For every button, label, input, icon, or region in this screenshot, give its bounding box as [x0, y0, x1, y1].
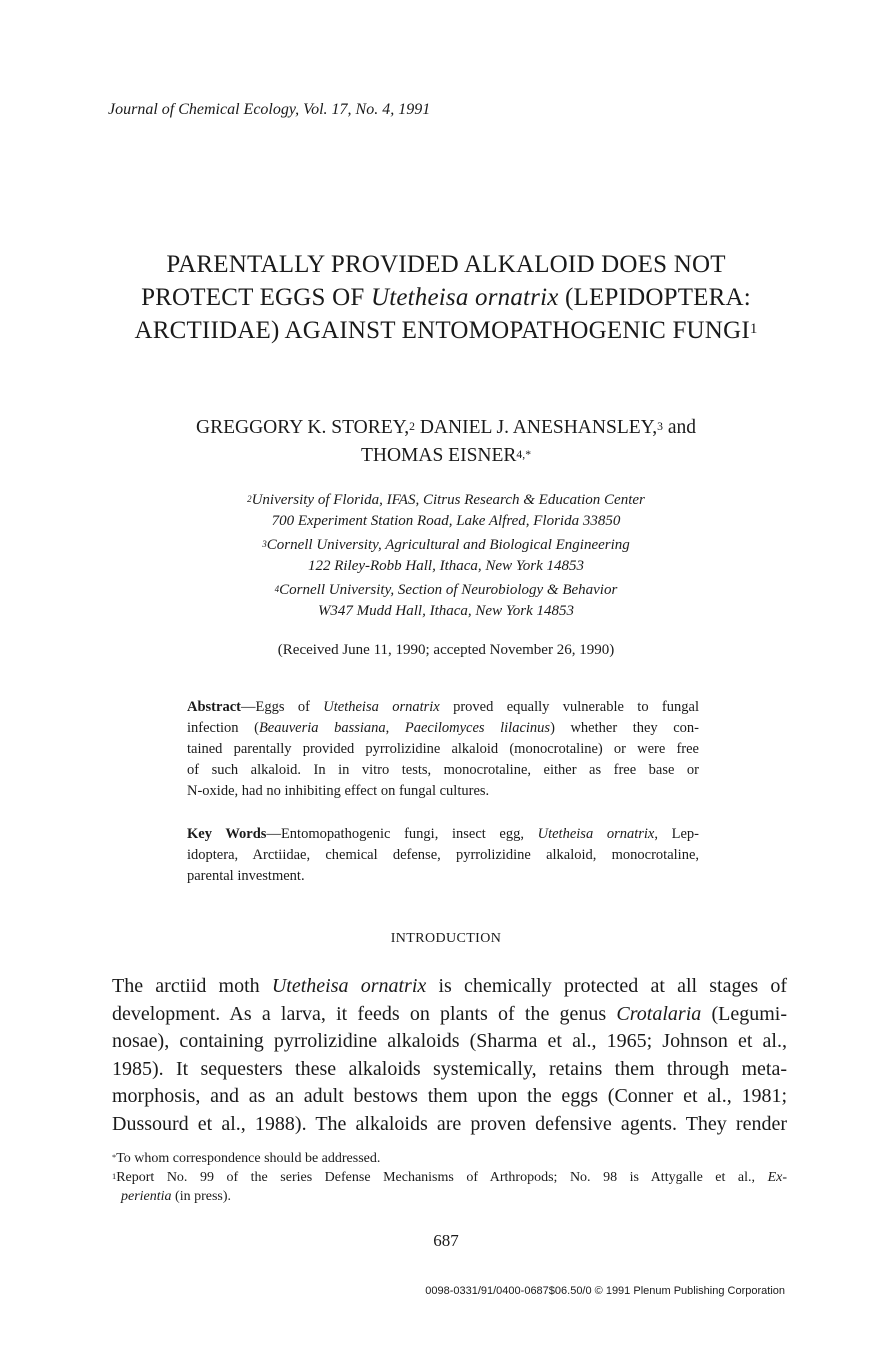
abstract-text: infection ( — [187, 720, 259, 736]
affiliations — [140, 490, 752, 625]
affiliation-line — [140, 580, 752, 601]
abstract-text: proved equally vulnerable to fungal — [439, 699, 699, 715]
footnote-text: Report No. 99 of the series Defense Mechanisms of Arthropods; No. 98 is Attygalle et al., — [116, 1170, 768, 1185]
affiliation-line — [140, 490, 752, 511]
footnote-marker: 1 — [112, 1172, 117, 1182]
affiliation — [140, 580, 752, 622]
affiliation-text: University of Florida, IFAS, Citrus Research & Education Center — [251, 492, 645, 508]
title-text: (LEPIDOPTERA: — [558, 284, 751, 311]
keywords-text: , Lep- — [654, 826, 699, 842]
footnote-marker: * — [112, 1153, 117, 1163]
abstract-line: of such alkaloid. In in vitro tests, monocrotaline, either as free base or — [187, 762, 699, 778]
title-line-2 — [100, 281, 792, 314]
journal-name: Ex- — [767, 1170, 787, 1185]
body-paragraph — [112, 973, 787, 1138]
footnote-text: To whom correspondence should be addressed. — [116, 1151, 381, 1166]
affiliation-text: Cornell University, Agricultural and Biological Engineering — [266, 537, 630, 553]
journal-name: perientia — [121, 1189, 172, 1204]
abstract-text: , — [385, 720, 405, 736]
page-number: 687 — [433, 1231, 459, 1250]
genus-name: Crotalaria — [616, 1002, 702, 1025]
species-name: Utetheisa ornatrix — [537, 826, 655, 842]
author-name: THOMAS EISNER — [360, 445, 517, 466]
keywords-line: parental investment. — [187, 868, 305, 884]
affiliation-marker: 4 — [274, 584, 280, 595]
body-text: is chemically protected at all stages of — [426, 975, 787, 997]
footnote — [112, 1149, 787, 1168]
title-text: PROTECT EGGS OF — [141, 284, 371, 311]
species-name: Beauveria bassiana — [258, 720, 386, 736]
article-title — [100, 248, 792, 347]
footnote-continuation — [112, 1187, 787, 1206]
affiliation-marker: 2 — [247, 494, 252, 505]
affiliation-marker: 3 — [262, 539, 267, 550]
footnotes — [112, 1149, 787, 1206]
author-list — [100, 414, 792, 470]
body-line: morphosis, and as an adult bestows them upon the eggs (Conner et al., 1981; — [112, 1085, 787, 1107]
affiliation — [140, 490, 752, 532]
keywords — [187, 824, 699, 887]
footnote-marker: 1 — [749, 320, 758, 337]
keywords-line — [187, 824, 699, 845]
copyright-line: 0098-0331/91/0400-0687$06.50/0 © 1991 Plenum Publishing Corporation — [425, 1285, 785, 1297]
species-name: Paecilomyces lilacinus — [404, 720, 551, 736]
author-name: DANIEL J. ANESHANSLEY, — [414, 417, 658, 438]
body-line: 1985). It sequesters these alkaloids systemically, retains them through meta- — [112, 1057, 787, 1080]
body-line — [112, 973, 787, 1001]
affiliation — [140, 535, 752, 577]
author-name: GREGGORY K. STOREY, — [196, 417, 410, 438]
keywords-label: Key Words — [187, 826, 267, 842]
footnote-text: (in press). — [171, 1189, 232, 1204]
body-line — [112, 1001, 787, 1029]
abstract-line: tained parentally provided pyrrolizidine alkaloid (monocrotaline) or were free — [187, 741, 699, 757]
body-line: nosae), containing pyrrolizidine alkaloids (Sharma et al., 1965; Johnson et al., — [112, 1030, 787, 1052]
title-species: Utetheisa ornatrix — [370, 284, 559, 311]
author-line-1 — [100, 414, 792, 442]
abstract-label: Abstract — [187, 699, 241, 715]
received-dates: (Received June 11, 1990; accepted November 26, 1990) — [277, 642, 615, 658]
title-line-3 — [100, 314, 792, 347]
body-text: The arctiid moth — [112, 975, 272, 997]
body-line: Dussourd et al., 1988). The alkaloids are proven defensive agents. They render — [112, 1112, 787, 1135]
species-name: Utetheisa ornatrix — [271, 975, 427, 997]
footnote — [112, 1168, 787, 1187]
abstract-line: N-oxide, had no inhibiting effect on fungal cultures. — [187, 783, 490, 799]
abstract-text: —Eggs of — [240, 699, 324, 715]
affiliation-line — [140, 535, 752, 556]
author-conjunction: and — [662, 417, 696, 438]
affiliation-text: Cornell University, Section of Neurobiology & Behavior — [279, 582, 618, 598]
abstract-line — [187, 718, 699, 739]
abstract-line — [187, 697, 699, 718]
body-text: development. As a larva, it feeds on plants of the genus — [112, 1002, 617, 1025]
journal-citation: Journal of Chemical Ecology, Vol. 17, No. 4, 1991 — [108, 101, 431, 118]
keywords-text: —Entomopathogenic fungi, insect egg, — [266, 826, 538, 842]
title-line-1: PARENTALLY PROVIDED ALKALOID DOES NOT — [166, 251, 726, 278]
affiliation-marker: 2 — [409, 419, 415, 433]
affiliation-address: W347 Mudd Hall, Ithaca, New York 14853 — [317, 603, 575, 619]
affiliation-marker: 3 — [657, 419, 663, 433]
species-name: Utetheisa ornatrix — [323, 699, 440, 715]
title-text: ARCTIIDAE) AGAINST ENTOMOPATHOGENIC FUNGI — [134, 317, 750, 344]
affiliation-address: 700 Experiment Station Road, Lake Alfred, Florida 33850 — [271, 513, 621, 529]
abstract — [187, 697, 699, 802]
abstract-text: ) whether they con- — [550, 720, 700, 736]
keywords-line: idoptera, Arctiidae, chemical defense, pyrrolizidine alkaloid, monocrotaline, — [187, 847, 699, 863]
body-text: (Legumi- — [701, 1002, 788, 1025]
affiliation-address: 122 Riley-Robb Hall, Ithaca, New York 14853 — [307, 558, 585, 574]
section-heading: INTRODUCTION — [390, 931, 502, 946]
author-line-2 — [100, 442, 792, 470]
affiliation-marker: 4,* — [516, 447, 532, 461]
